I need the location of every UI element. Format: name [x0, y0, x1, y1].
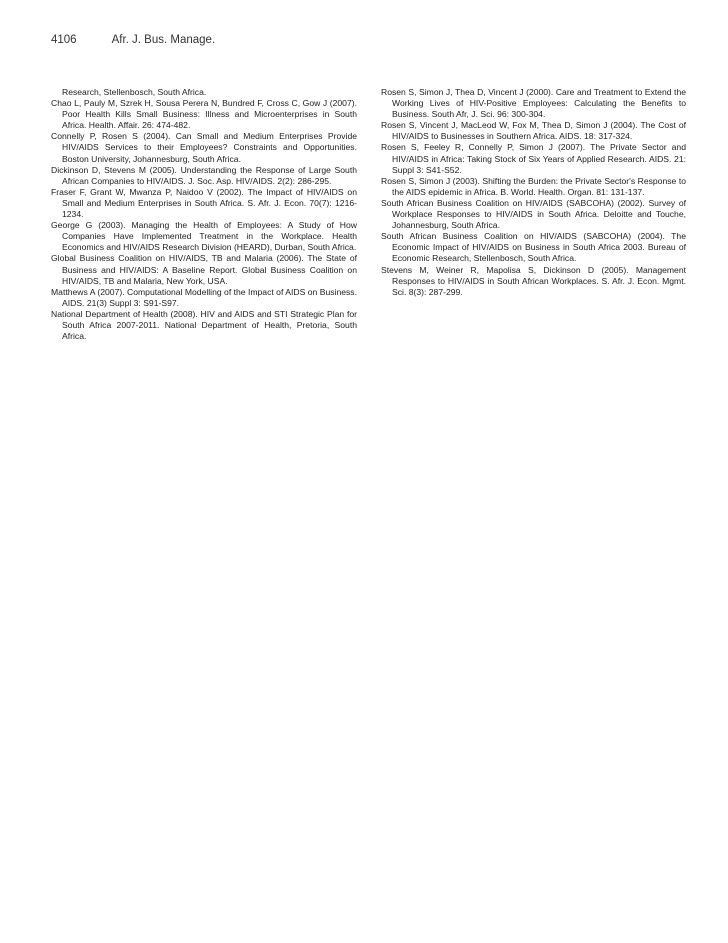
reference-item: Rosen S, Simon J (2003). Shifting the Burden: the Private Sector's Response to the AIDS epidemic in Africa. B. World. Health. Organ. 81: 131-137. [381, 175, 686, 197]
reference-item: Rosen S, Feeley R, Connelly P, Simon J (2007). The Private Sector and HIV/AIDS in Africa: Taking Stock of Six Years of Applied Research. AIDS. 21: Suppl 3: S41-S52. [381, 142, 686, 175]
journal-title: Afr. J. Bus. Manage. [111, 34, 216, 46]
reference-item: Rosen S, Simon J, Thea D, Vincent J (2000). Care and Treatment to Extend the Working Lives of HIV-Positive Employees: Calculating the Benefits to Business. South Afr, J. Sci. 96: 300-304. [381, 87, 686, 120]
references-left-column [51, 87, 357, 342]
reference-item: Rosen S, Vincent J, MacLeod W, Fox M, Thea D, Simon J (2004). The Cost of HIV/AIDS to Businesses in Southern Africa. AIDS. 18: 317-324. [381, 120, 686, 142]
page-header [51, 34, 215, 46]
reference-item: George G (2003). Managing the Health of Employees: A Study of How Companies Have Implemented Treatment in the Workplace. Health Economics and HIV/AIDS Research Division (HEARD), Durban, South Africa. [51, 220, 357, 253]
reference-item: Matthews A (2007). Computational Modelling of the Impact of AIDS on Business. AIDS. 21(3) Suppl 3: S91-S97. [51, 286, 357, 308]
reference-item: Connelly P, Rosen S (2004). Can Small and Medium Enterprises Provide HIV/AIDS Services to their Employees? Constraints and Opportunities. Boston University, Johannesburg, South Africa. [51, 131, 357, 164]
reference-item: Global Business Coalition on HIV/AIDS, TB and Malaria (2006). The State of Business and HIV/AIDS: A Baseline Report. Global Business Coalition on HIV/AIDS, TB and Malaria, New York, USA. [51, 253, 357, 286]
reference-item: Research, Stellenbosch, South Africa. [62, 87, 207, 97]
reference-item: National Department of Health (2008). HIV and AIDS and STI Strategic Plan for South Africa 2007-2011. National Department of Health, Pretoria, South Africa. [51, 308, 357, 342]
reference-item: Dickinson D, Stevens M (2005). Understanding the Response of Large South African Companies to HIV/AIDS. J. Soc. Asp. HIV/AIDS. 2(2): 286-295. [51, 164, 357, 186]
references-right-column [381, 87, 686, 298]
reference-item: South African Business Coalition on HIV/AIDS (SABCOHA) (2002). Survey of Workplace Responses to HIV/AIDS in South Africa. Deloitte and Touche, Johannesburg, South Africa. [381, 197, 686, 231]
reference-item: South African Business Coalition on HIV/AIDS (SABCOHA) (2004). The Economic Impact of HIV/AIDS on Business in South Africa 2003. Bureau of Economic Research, Stellenbosch, South Africa. [381, 231, 686, 264]
page-number: 4106 [51, 34, 77, 46]
reference-item: Chao L, Pauly M, Szrek H, Sousa Perera N, Bundred F, Cross C, Gow J (2007). Poor Health Kills Small Business: Illness and Microenterprises in South Africa. Health. Affair. 26: 474-482. [51, 98, 357, 131]
reference-item: Stevens M, Weiner R, Mapolisa S, Dickinson D (2005). Management Responses to HIV/AIDS in South African Workplaces. S. Afr. J. Econ. Mgmt. Sci. 8(3): 287-299. [381, 264, 686, 297]
reference-item: Fraser F, Grant W, Mwanza P, Naidoo V (2002). The Impact of HIV/AIDS on Small and Medium Enterprises in South Africa. S. Afr. J. Econ. 70(7): 1216-1234. [51, 186, 357, 220]
